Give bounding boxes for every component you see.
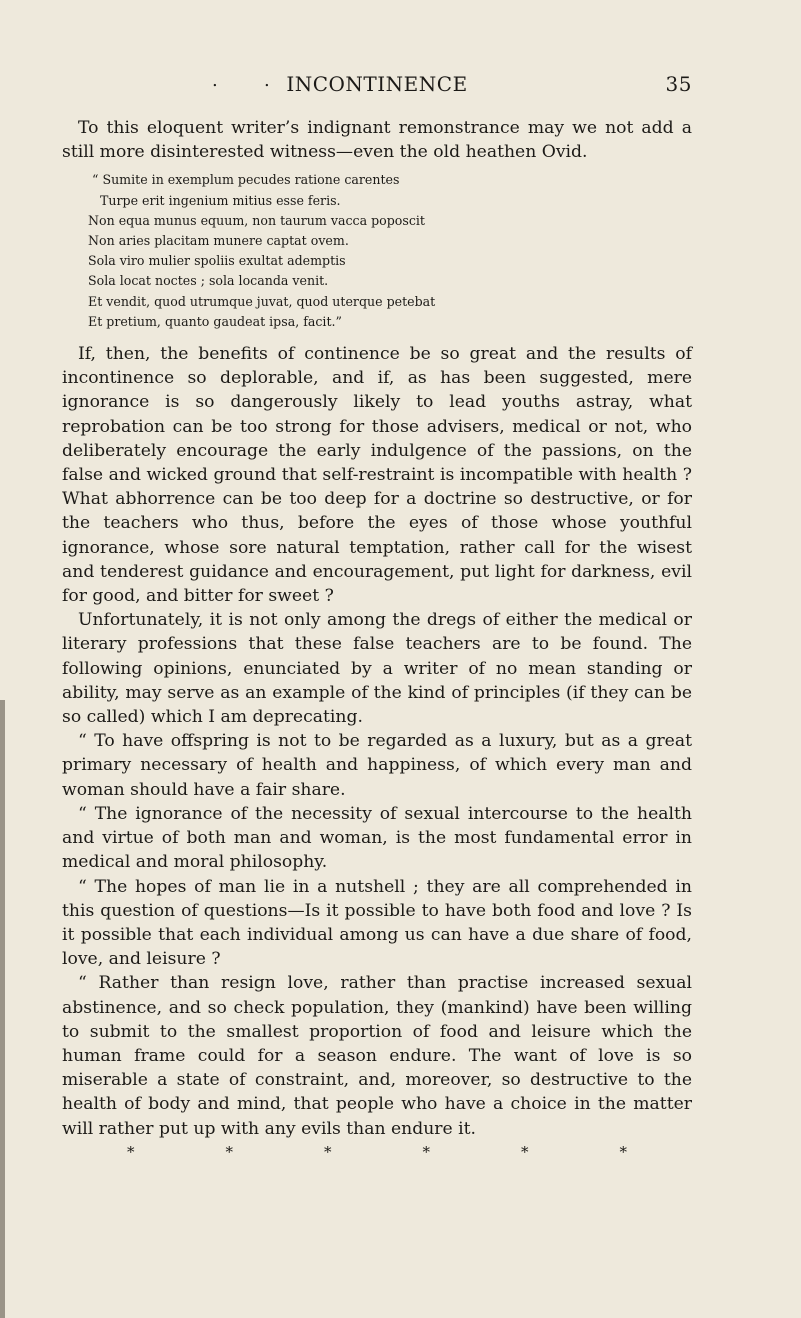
paragraph: To this eloquent writer’s indignant remonstrance may we not add a still more disinterested witness—even the old heathen Ovid. <box>62 118 692 163</box>
asterisk: * <box>521 1142 529 1161</box>
asterisk: * <box>619 1142 627 1161</box>
quoted-paragraph: “ The hopes of man lie in a nutshell ; they are all comprehended in this question of questions—Is it possible to have both food and love ? Is it possible that each individual among us can have a due share of food, love, and leisure ? <box>62 876 692 970</box>
asterisk: * <box>225 1142 233 1161</box>
paragraph: Unfortunately, it is not only among the dregs of either the medical or literary professions that these false teachers are to be found. The following opinions, enunciated by a writer of no mean standing or ability, may serve as an example of the kind of principles (if they can be so called) which I am deprecating. <box>62 610 692 728</box>
asterisk: * <box>324 1142 332 1161</box>
verse-line: “ Sumite in exemplum pecudes ratione carentes <box>92 172 400 188</box>
verse-line: Sola locat noctes ; sola locanda venit. <box>88 273 329 289</box>
verse-line: Turpe erit ingenium mitius esse feris. <box>100 192 341 208</box>
page-title: INCONTINENCE <box>286 72 468 96</box>
header-mark: . <box>264 70 271 91</box>
verse-line: Non aries placitam munere captat ovem. <box>88 233 349 249</box>
asterisk: * <box>127 1142 135 1161</box>
latin-verse-quote <box>88 170 692 332</box>
asterisk: * <box>422 1142 430 1161</box>
quoted-paragraph: “ The ignorance of the necessity of sexual intercourse to the health and virtue of both man and woman, is the most fundamental error in medical and moral philosophy. <box>62 803 692 873</box>
quoted-paragraph: “ Rather than resign love, rather than practise increased sexual abstinence, and so check population, they (mankind) have been willing to submit to the smallest proportion of food and leisure which the human frame could for a season endure. The want of love is so miserable a state of constraint, and, moreover, so destructive to the health of body and mind, that people who have a choice in the matter will rather put up with any evils than endure it. <box>62 973 692 1139</box>
verse-line: Et pretium, quanto gaudeat ipsa, facit.” <box>88 313 342 329</box>
paragraph: If, then, the benefits of continence be so great and the results of incontinence so deplorable, and if, as has been suggested, mere ignorance is so dangerously likely to lead youths astray, what reprobation can be too strong for those advisers, medical or not, who deliberately encourage the early indulgence of the passions, on the false and wicked ground that self-restraint is incompatible with health ? What abhorrence can be too deep for a doctrine so destructive, or for the teachers who thus, before the eyes of those whose youthful ignorance, whose sore natural temptation, rather call for the wisest and tenderest guidance and encouragement, put light for darkness, evil for good, and bitter for sweet ? <box>62 344 692 607</box>
header-mark: . <box>212 70 219 91</box>
section-break-asterisks <box>127 1141 627 1163</box>
page-edge-shadow <box>0 700 5 1318</box>
quoted-paragraph: “ To have offspring is not to be regarded as a luxury, but as a great primary necessary of health and happiness, of which every man and woman should have a fair share. <box>62 731 692 800</box>
verse-line: Et vendit, quod utrumque juvat, quod uterque petebat <box>88 293 436 309</box>
verse-line: Sola viro mulier spoliis exultat ademptis <box>88 253 346 269</box>
running-header <box>62 72 692 102</box>
page-number: 35 <box>665 72 692 96</box>
body-text <box>62 116 692 1163</box>
verse-line: Non equa munus equum, non taurum vacca poposcit <box>88 212 425 228</box>
